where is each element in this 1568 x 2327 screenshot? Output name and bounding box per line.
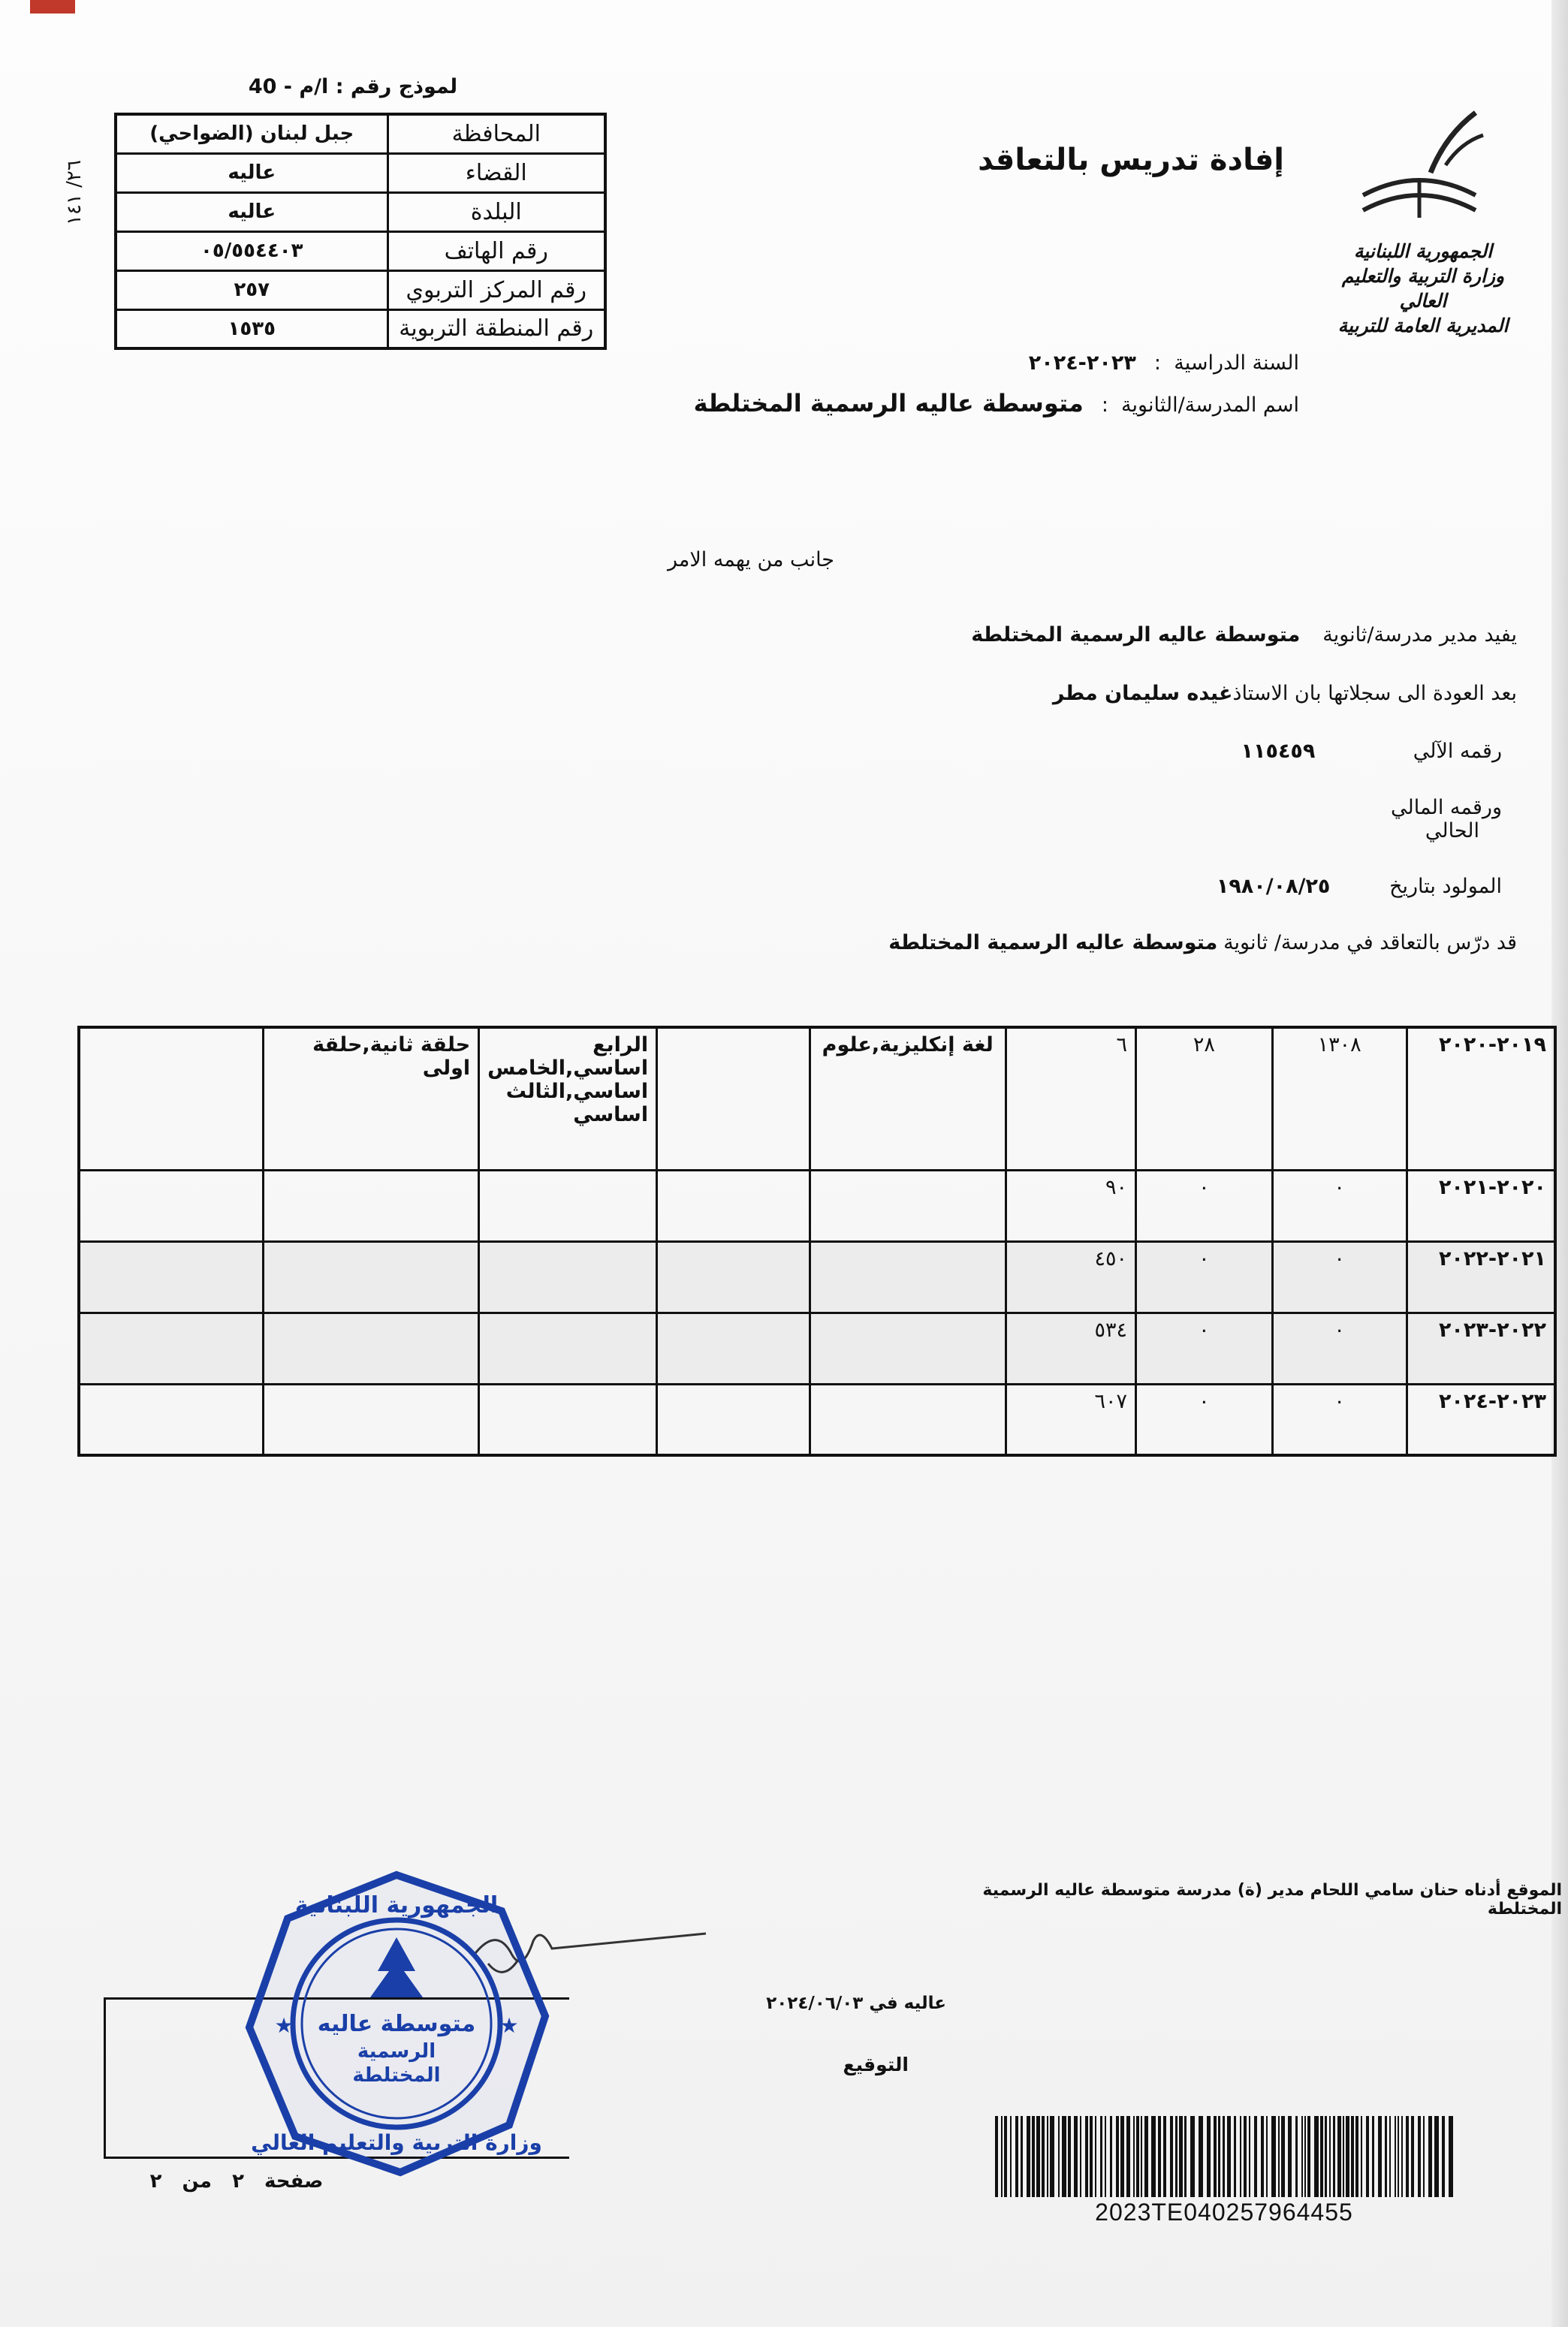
barcode-bar [1136, 2116, 1139, 2197]
table-cell-c3: ٢٨ [1135, 1027, 1272, 1170]
info-value: ٢٥٧ [116, 270, 387, 309]
barcode-bar [1179, 2116, 1183, 2197]
table-row [79, 1384, 1555, 1455]
barcode-bar [1158, 2116, 1161, 2197]
barcode-bar [1355, 2116, 1358, 2197]
barcode-bar [1434, 2116, 1439, 2197]
barcode-bar [995, 2116, 998, 2197]
school-year-line: السنة الدراسية : ٢٠٢٣-٢٠٢٤ [1028, 351, 1299, 375]
barcode-bar [1080, 2116, 1081, 2197]
barcode-bar [1021, 2116, 1023, 2197]
info-row [116, 270, 605, 309]
barcode-bar [1047, 2116, 1048, 2197]
country-name: الجمهورية اللبنانية [1353, 240, 1493, 262]
place-date: عاليه في ٢٠٢٤/٠٦/٠٣ [766, 1994, 946, 2013]
barcode-bar [1050, 2116, 1054, 2197]
table-cell-c6 [657, 1241, 810, 1313]
table-cell-classes: الرابع اساسي,الخامس اساسي,الثالث اساسي [479, 1027, 657, 1170]
barcode-bar [1042, 2116, 1045, 2197]
info-row [116, 153, 605, 192]
official-school-stamp [239, 1866, 554, 2181]
barcode-bar [1100, 2116, 1102, 2197]
financial-number-sublabel: الحالي [1425, 819, 1479, 842]
barcode-bar [1184, 2116, 1187, 2197]
info-row [116, 231, 605, 270]
table-cell-subjects [810, 1384, 1006, 1455]
info-row [116, 192, 605, 231]
barcode-bar [1218, 2116, 1220, 2197]
table-cell-year: ٢٠٢٠-٢٠٢١ [1407, 1170, 1555, 1241]
table-cell-c3: ٠ [1135, 1170, 1272, 1241]
taught-at-line [888, 931, 1517, 954]
table-cell-c3: ٠ [1135, 1384, 1272, 1455]
barcode-bar [1395, 2116, 1396, 2197]
table-cell-c3: ٠ [1135, 1313, 1272, 1384]
table-cell-cycles [264, 1384, 479, 1455]
barcode-bar [1163, 2116, 1166, 2197]
barcode-bar [1361, 2116, 1362, 2197]
barcode-bar [1027, 2116, 1030, 2197]
barcode-bar [1351, 2116, 1354, 2197]
info-value: عاليه [116, 192, 387, 231]
table-cell-subjects [810, 1170, 1006, 1241]
school-info-box [114, 113, 607, 350]
table-cell-cycles [264, 1170, 479, 1241]
school-name-label: اسم المدرسة/الثانوية [1121, 393, 1299, 417]
info-label: البلدة [387, 192, 605, 231]
school-name-line: اسم المدرسة/الثانوية : متوسطة عاليه الرسمية المختلطة [693, 389, 1299, 417]
barcode-bar [1058, 2116, 1060, 2197]
table-cell-classes [479, 1170, 657, 1241]
barcode-bar [1449, 2116, 1453, 2197]
stamp-school-mixed: المختلطة [352, 2064, 441, 2087]
barcode-bar [1170, 2116, 1173, 2197]
barcode-bar [1095, 2116, 1096, 2197]
info-label: المحافظة [387, 114, 605, 153]
barcode-bar [1141, 2116, 1142, 2197]
barcode-bar [1190, 2116, 1195, 2197]
school-year-value: ٢٠٢٣-٢٠٢٤ [1028, 351, 1136, 375]
barcode-bar [1406, 2116, 1409, 2197]
barcode-bar [1266, 2116, 1268, 2197]
barcode-bar [1301, 2116, 1303, 2197]
barcode-bar [1133, 2116, 1135, 2197]
barcode-bar [1001, 2116, 1003, 2197]
table-cell-c4: ٦ [1006, 1027, 1135, 1170]
auto-number-value: ١١٥٤٥٩ [1241, 740, 1316, 763]
barcode-bar [1090, 2116, 1093, 2197]
barcode-bar [1428, 2116, 1432, 2197]
teacher-name: غيده سليمان مطر [1052, 682, 1233, 705]
barcode-bar [1110, 2116, 1112, 2197]
info-value: جبل لبنان (الضواحي) [116, 114, 387, 153]
table-row [79, 1170, 1555, 1241]
barcode-bar [1207, 2116, 1211, 2197]
ministry-logo-icon [1348, 105, 1491, 233]
table-cell-subjects: لغة إنكليزية,علوم [810, 1027, 1006, 1170]
barcode-bar [1337, 2116, 1341, 2197]
table-cell-subjects [810, 1313, 1006, 1384]
barcode-bar [1304, 2116, 1306, 2197]
barcode-bar [1288, 2116, 1292, 2197]
table-cell-c2: ٠ [1272, 1313, 1407, 1384]
barcode-bar [1278, 2116, 1280, 2197]
barcode-bar [1307, 2116, 1310, 2197]
birth-date-label: المولود بتاريخ [1389, 875, 1502, 898]
barcode-bar [1329, 2116, 1331, 2197]
stamp-ring-bottom: وزارة التربية والتعليم العالي [251, 2130, 542, 2155]
barcode-bar [1036, 2116, 1040, 2197]
barcode-bar [1116, 2116, 1119, 2197]
signatory-statement: الموقع أدناه حنان سامي اللحام مدير (ة) مدرسة متوسطة عاليه الرسمية المختلطة [982, 1881, 1562, 1919]
svg-text:★: ★ [499, 2013, 519, 2038]
auto-number-line [1126, 740, 1502, 763]
taught-at-value: متوسطة عاليه الرسمية المختلطة [888, 931, 1218, 954]
barcode-bar [1385, 2116, 1387, 2197]
barcode-bar [1418, 2116, 1421, 2197]
barcode-bar [1015, 2116, 1018, 2197]
info-value: ١٥٣٥ [116, 309, 387, 348]
barcode-bar [1010, 2116, 1012, 2197]
red-corner-mark [30, 0, 75, 14]
table-cell-c4: ٦٠٧ [1006, 1384, 1135, 1455]
table-cell-cycles: حلقة ثانية,حلقة اولى [264, 1027, 479, 1170]
table-cell-classes [479, 1241, 657, 1313]
table-cell-year: ٢٠١٩-٢٠٢٠ [1407, 1027, 1555, 1170]
barcode-bar [1423, 2116, 1425, 2197]
form-number: لموذج رقم : ا/م - 40 [248, 75, 458, 98]
barcode-bar [1378, 2116, 1382, 2197]
table-cell-c9 [79, 1384, 264, 1455]
table-cell-c2: ٠ [1272, 1170, 1407, 1241]
table-cell-c3: ٠ [1135, 1241, 1272, 1313]
info-label: رقم المنطقة التربوية [387, 309, 605, 348]
barcode-bar [1223, 2116, 1225, 2197]
table-cell-year: ٢٠٢٣-٢٠٢٤ [1407, 1384, 1555, 1455]
barcode-bar [1366, 2116, 1369, 2197]
info-label: رقم الهاتف [387, 231, 605, 270]
info-label: رقم المركز التربوي [387, 270, 605, 309]
barcode-bar [1398, 2116, 1399, 2197]
table-cell-c2: ٠ [1272, 1384, 1407, 1455]
taught-at-label: قد درّس بالتعاقد في مدرسة/ ثانوية [1223, 931, 1517, 954]
barcode-number: 2023TE040257964455 [1095, 2199, 1353, 2226]
info-value: عاليه [116, 153, 387, 192]
info-value: ٠٥/٥٥٤٤٠٣ [116, 231, 387, 270]
barcode-bar [1320, 2116, 1323, 2197]
teacher-line [976, 682, 1517, 705]
teaching-record-table [77, 1026, 1557, 1457]
barcode-bar [1325, 2116, 1327, 2197]
table-cell-c4: ٩٠ [1006, 1170, 1135, 1241]
table-cell-c4: ٤٥٠ [1006, 1241, 1135, 1313]
barcode-bar [1120, 2116, 1124, 2197]
birth-date-line [1111, 875, 1502, 898]
table-cell-classes [479, 1384, 657, 1455]
barcode-bar [1227, 2116, 1231, 2197]
info-row [116, 309, 605, 348]
table-cell-cycles [264, 1313, 479, 1384]
barcode-bar [1249, 2116, 1250, 2197]
page-number: صفحة ٢ من ٢ [149, 2170, 324, 2193]
info-row [116, 114, 605, 153]
directorate-name: المديرية العامة للتربية [1337, 315, 1509, 336]
table-cell-c6 [657, 1384, 810, 1455]
table-cell-c9 [79, 1313, 264, 1384]
barcode-bar [1144, 2116, 1148, 2197]
barcode-bar [1372, 2116, 1374, 2197]
side-reference: ٢٦/ ١٤١ [63, 160, 86, 225]
svg-text:★: ★ [274, 2013, 294, 2038]
director-line [901, 623, 1517, 647]
document-title: إفادة تدريس بالتعاقد [978, 143, 1284, 177]
table-row [79, 1241, 1555, 1313]
barcode [995, 2116, 1453, 2197]
barcode-bar [1126, 2116, 1130, 2197]
barcode-bar [1068, 2116, 1071, 2197]
director-label: يفيد مدير مدرسة/ثانوية [1322, 623, 1517, 647]
birth-date-value: ١٩٨٠/٠٨/٢٥ [1216, 875, 1331, 898]
barcode-bar [1295, 2116, 1298, 2197]
barcode-bar [1346, 2116, 1349, 2197]
table-cell-c6 [657, 1027, 810, 1170]
barcode-bar [1105, 2116, 1106, 2197]
table-cell-c6 [657, 1313, 810, 1384]
barcode-bar [1151, 2116, 1156, 2197]
stamp-school-name: متوسطة عاليه [317, 2011, 476, 2037]
table-cell-c9 [79, 1027, 264, 1170]
financial-number-label: ورقمه المالي [1391, 796, 1502, 819]
barcode-bar [1281, 2116, 1285, 2197]
barcode-bar [1401, 2116, 1403, 2197]
teacher-label: بعد العودة الى سجلاتها بان الاستاذ [1232, 682, 1517, 705]
stamp-ring-top: الجمهورية اللبنانية [294, 1892, 499, 1919]
stamp-school-type: الرسمية [357, 2040, 436, 2063]
barcode-bar [1214, 2116, 1217, 2197]
table-row [79, 1027, 1555, 1170]
barcode-bar [1314, 2116, 1319, 2197]
barcode-bar [1032, 2116, 1035, 2197]
barcode-bar [1271, 2116, 1276, 2197]
school-name-value: متوسطة عاليه الرسمية المختلطة [693, 389, 1084, 417]
table-cell-c4: ٥٣٤ [1006, 1313, 1135, 1384]
signature-label: التوقيع [843, 2054, 909, 2075]
barcode-bar [1074, 2116, 1078, 2197]
barcode-bar [1004, 2116, 1007, 2197]
barcode-bar [1234, 2116, 1236, 2197]
barcode-bar [1261, 2116, 1264, 2197]
table-cell-subjects [810, 1241, 1006, 1313]
financial-number-line [1337, 796, 1502, 842]
table-cell-cycles [264, 1241, 479, 1313]
barcode-bar [1199, 2116, 1203, 2197]
table-cell-year: ٢٠٢١-٢٠٢٢ [1407, 1241, 1555, 1313]
barcode-bar [1240, 2116, 1241, 2197]
table-cell-year: ٢٠٢٢-٢٠٢٣ [1407, 1313, 1555, 1384]
auto-number-label: رقمه الآلي [1413, 740, 1502, 763]
barcode-bar [1333, 2116, 1335, 2197]
table-cell-c2: ٠ [1272, 1241, 1407, 1313]
table-cell-c9 [79, 1170, 264, 1241]
barcode-bar [1442, 2116, 1445, 2197]
barcode-bar [1343, 2116, 1344, 2197]
barcode-bar [1254, 2116, 1257, 2197]
info-label: القضاء [387, 153, 605, 192]
barcode-bar [1175, 2116, 1178, 2197]
ministry-name: وزارة التربية والتعليم العالي [1341, 265, 1505, 312]
barcode-bar [1389, 2116, 1391, 2197]
barcode-bar [1062, 2116, 1066, 2197]
ministry-header [1329, 239, 1517, 338]
table-cell-classes [479, 1313, 657, 1384]
barcode-bar [1085, 2116, 1088, 2197]
director-school-value: متوسطة عاليه الرسمية المختلطة [971, 623, 1301, 647]
barcode-bar [1244, 2116, 1247, 2197]
table-row [79, 1313, 1555, 1384]
addressee: جانب من يهمه الامر [667, 548, 834, 571]
table-cell-c6 [657, 1170, 810, 1241]
table-cell-c9 [79, 1241, 264, 1313]
school-year-label: السنة الدراسية [1174, 351, 1299, 375]
table-cell-c2: ١٣٠٨ [1272, 1027, 1407, 1170]
barcode-bar [1411, 2116, 1414, 2197]
